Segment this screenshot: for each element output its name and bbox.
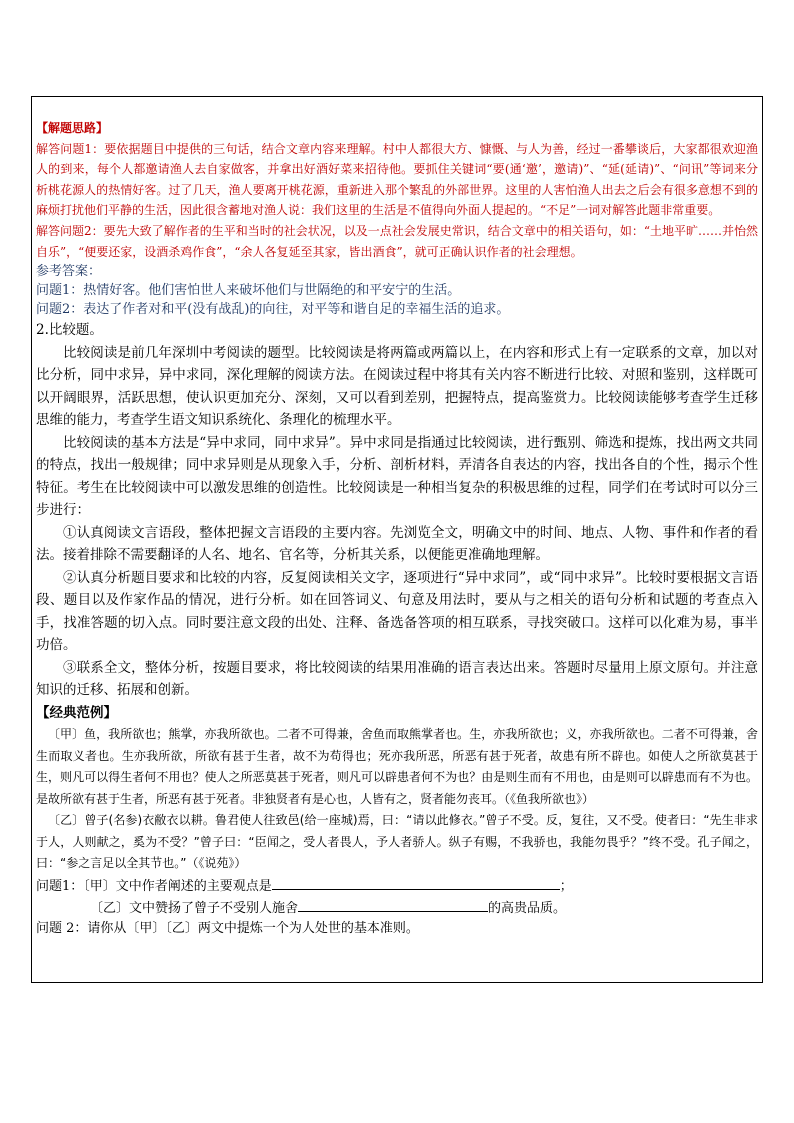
paragraph-1: 比较阅读是前几年深圳中考阅读的题型。比较阅读是将两篇或两篇以上，在内容和形式上有一定联系的文章，加以对比分析，同中求异，异中求同，深化理解的阅读方法。在阅读过程中将其有关内容不断进行比较、对照和鉴别，这样既可以开阔眼界，活跃思想，使认识更加充分、深刻，又可以看到差别，把握特点，提高鉴赏力。比较阅读能够考查学生迁移思维的能力，考查学生语文知识系统化、条理化的梳理水平。 — [36, 344, 758, 429]
answer-tip-2: 解答问题2：要先大致了解作者的生平和当时的社会状况，以及一点社会发展史常识，结合文章中的相关语句，如：“土地平旷……并怡然自乐”，“便要还家，设酒杀鸡作食”，“余人各复延至其家，皆出酒食”，就可正确认识作者的社会理想。 — [36, 223, 758, 259]
reference-answer-2: 问题2：表达了作者对和平(没有战乱)的向往，对平等和谐自足的幸福生活的追求。 — [36, 302, 510, 318]
question-1-b-end: 的高贵品质。 — [488, 900, 567, 916]
paragraph-2: 比较阅读的基本方法是“异中求同，同中求异”。异中求同是指通过比较阅读，进行甄别、筛选和提炼，找出两文共同的特点，找出一般规律；同中求异则是从现象入手，分析、剖析材料，弄清各自表达的内容，找出各自的个性，揭示个性特征。考生在比较阅读中可以激发思维的创造性。比较阅读是一种相当复杂的积极思维的过程，同学们在考试时可以分三步进行： — [36, 434, 758, 519]
answer-blank-1[interactable] — [272, 875, 560, 890]
step-3: ③联系全文，整体分析，按题目要求，将比较阅读的结果用准确的语言表达出来。答题时尽量用上原文原句。并注意知识的迁移、拓展和创新。 — [36, 659, 758, 699]
question-1-b-text: 〔乙〕文中赞扬了曾子不受别人施舍 — [90, 900, 299, 916]
reference-label: 参考答案： — [36, 264, 102, 280]
section-title: 2.比较题。 — [36, 322, 103, 339]
method-heading: 【解题思路】 — [36, 121, 109, 135]
step-2: ②认真分析题目要求和比较的内容，反复阅读相关文字，逐项进行“异中求同”，或“同中求异”。比较时要根据文言语段、题目以及作家作品的情况，进行分析。如在回答词义、句意及用法时，要从与之相关的语句分析和试题的考查点入手，找准答题的切入点。同时要注意文段的出处、注释、备选备答项的相互联系，寻找突破口。这样可以化难为易，事半功倍。 — [36, 569, 758, 654]
step-1: ①认真阅读文言语段，整体把握文言语段的主要内容。先浏览全文，明确文中的时间、地点、人物、事件和作者的看法。接着排除不需要翻译的人名、地名、官名等，分析其关系，以便能更准确地理解。 — [36, 524, 758, 564]
reference-answer-1: 问题1：热情好客。他们害怕世人来破坏他们与世隔绝的和平安宁的生活。 — [36, 283, 461, 299]
answer-tip-1: 解答问题1：要依据题目中提供的三句话，结合文章内容来理解。村中人都很大方、慷慨、与人为善，经过一番攀谈后，大家都很欢迎渔人的到来，每个人都邀请渔人去自家做客，并拿出好酒好菜来招待他。要抓住关键词“要(通‘邀’，邀请)”、“延(延请)”、“问讯”等词来分析桃花源人的热情好客。过了几天，渔人要离开桃花源，重新进入那个繁乱的外部世界。这里的人害怕渔人出去之后会有很多意想不到的麻烦打扰他们平静的生活，因此很含蓄地对渔人说：我们这里的生活是不值得向外面人提起的。“不足”一词对解答此题非常重要。 — [36, 141, 758, 218]
question-1-a — [36, 875, 758, 897]
passage-a: 〔甲〕鱼，我所欲也；熊掌，亦我所欲也。二者不可得兼，舍鱼而取熊掌者也。生，亦我所欲也；义，亦我所欲也。二者不可得兼，舍生而取义者也。生亦我所欲，所欲有甚于生者，故不为苟得也；死亦我所恶，所恶有甚于死者，故患有所不辟也。如使人之所欲莫甚于生，则凡可以得生者何不用也？使人之所恶莫甚于死者，则凡可以辟患者何不为也？由是则生而有不用也，由是则可以辟患而有不为也。是故所欲有甚于生者，所恶有甚于死者。非独贤者有是心也，人皆有之，贤者能勿丧耳。（《鱼我所欲也》） — [36, 727, 758, 806]
answer-blank-2[interactable] — [298, 897, 488, 912]
question-1-a-text: 问题1：〔甲〕文中作者阐述的主要观点是 — [36, 878, 272, 894]
document-body — [36, 118, 758, 939]
question-1-b — [36, 897, 758, 919]
passage-b: 〔乙〕曾子(名参)衣敝衣以耕。鲁君使人往致邑(给一座城)焉，曰：“请以此修衣。”曾子不受。反，复往，又不受。使者曰：“先生非求于人，人则献之，奚为不受？”曾子曰：“臣闻之，受人者畏人，予人者骄人。纵子有赐，不我骄也，我能勿畏乎？”终不受。孔子闻之，曰：“参之言足以全其节也。”（《说苑》） — [36, 813, 758, 871]
question-2: 问题 2：请你从〔甲〕〔乙〕两文中提炼一个为人处世的基本准则。 — [36, 920, 419, 936]
example-heading: 【经典范例】 — [36, 704, 117, 721]
question-1-a-end: ； — [559, 878, 573, 894]
